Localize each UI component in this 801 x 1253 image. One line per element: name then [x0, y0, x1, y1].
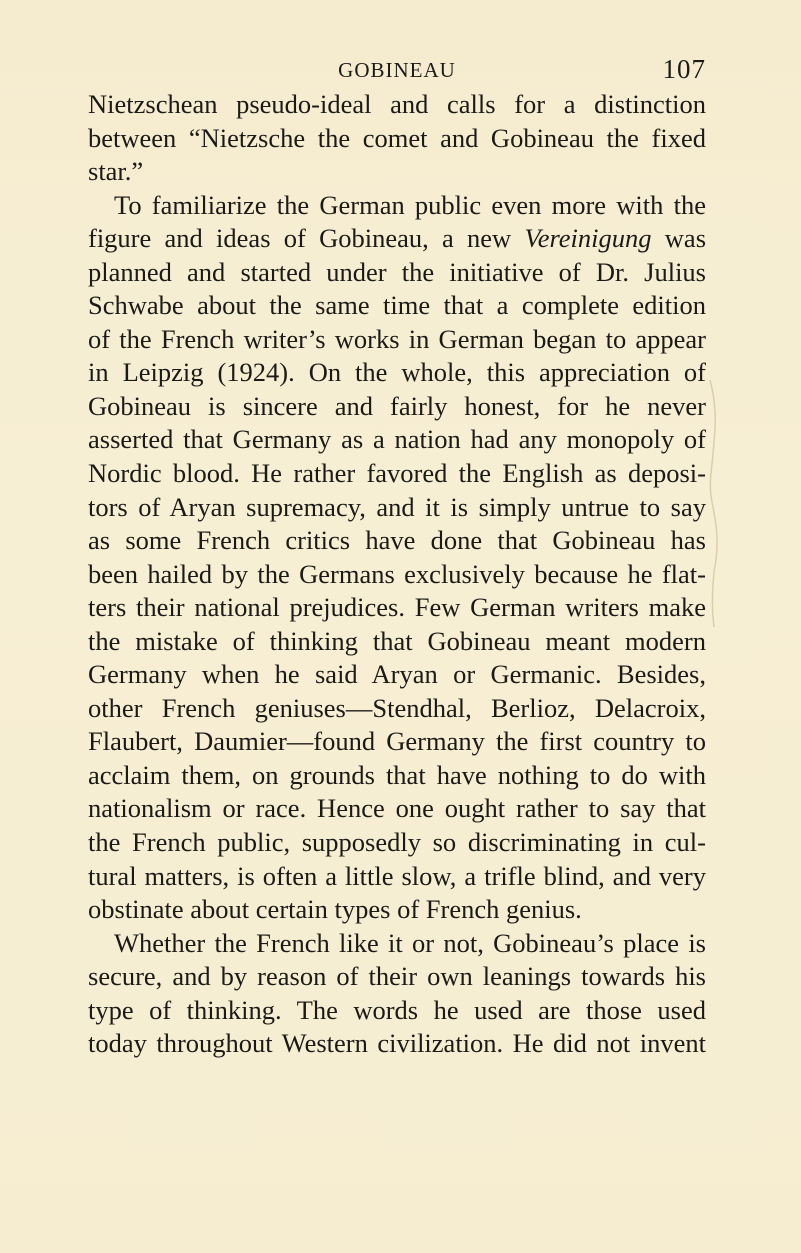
text-line: nationalism or race. Hence one ought rather to say that — [88, 793, 706, 824]
facing-page-shadow — [702, 372, 732, 632]
text-line: tural matters, is often a little slow, a trifle blind, and very — [88, 860, 706, 891]
text-line: acclaim them, on grounds that have nothing to do with — [88, 759, 706, 790]
text-line: Nietzschean pseudo-ideal and calls for a distinction — [88, 89, 706, 119]
italic-term: Vereinigung — [524, 223, 652, 254]
text-line: tors of Aryan supremacy, and it is simply untrue to say — [88, 491, 706, 522]
text-line: the French public, supposedly so discriminating in cul- — [88, 827, 706, 858]
text-line: Whether the French like it or not, Gobineau’s place is — [114, 927, 706, 958]
text-line: secure, and by reason of their own leanings towards his — [88, 961, 706, 992]
text-line: Gobineau is sincere and fairly honest, for he never — [88, 390, 706, 421]
text-line: as some French critics have done that Gobineau has — [88, 525, 706, 556]
text-line: the mistake of thinking that Gobineau meant modern — [88, 625, 706, 656]
text-line: Schwabe about the same time that a complete edition — [88, 290, 706, 321]
text-line: Nordic blood. He rather favored the English as deposi- — [88, 458, 706, 489]
text-line: star.” — [88, 156, 144, 187]
body-text — [88, 88, 706, 1061]
text-line: between “Nietzsche the comet and Gobineau the fixed — [88, 122, 706, 153]
text-line: other French geniuses—Stendhal, Berlioz, Delacroix, — [88, 692, 706, 723]
text-line: ters their national prejudices. Few German writers make — [88, 592, 706, 623]
text-line: Flaubert, Daumier—found Germany the first country to — [88, 726, 706, 757]
page-header — [88, 52, 706, 88]
text-line: obstinate about certain types of French genius. — [88, 894, 582, 925]
text-line: of the French writer’s works in German began to appear — [88, 323, 706, 354]
text-line: type of thinking. The words he used are those used — [88, 994, 706, 1025]
text-line: today throughout Western civilization. He did not invent — [88, 1028, 706, 1059]
text-line: been hailed by the Germans exclusively because he flat- — [88, 558, 706, 589]
text-line: Germany when he said Aryan or Germanic. Besides, — [88, 659, 706, 690]
text-line: figure and ideas of Gobineau, a new Vereinigung was — [88, 223, 707, 254]
text-line: planned and started under the initiative of Dr. Julius — [88, 256, 706, 287]
page-number: 107 — [662, 54, 706, 84]
text-line: asserted that Germany as a nation had any monopoly of — [88, 424, 706, 455]
running-head: GOBINEAU — [338, 58, 456, 82]
text-line: To familiarize the German public even more with the — [114, 189, 706, 220]
text-line: in Leipzig (1924). On the whole, this appreciation of — [88, 357, 706, 388]
